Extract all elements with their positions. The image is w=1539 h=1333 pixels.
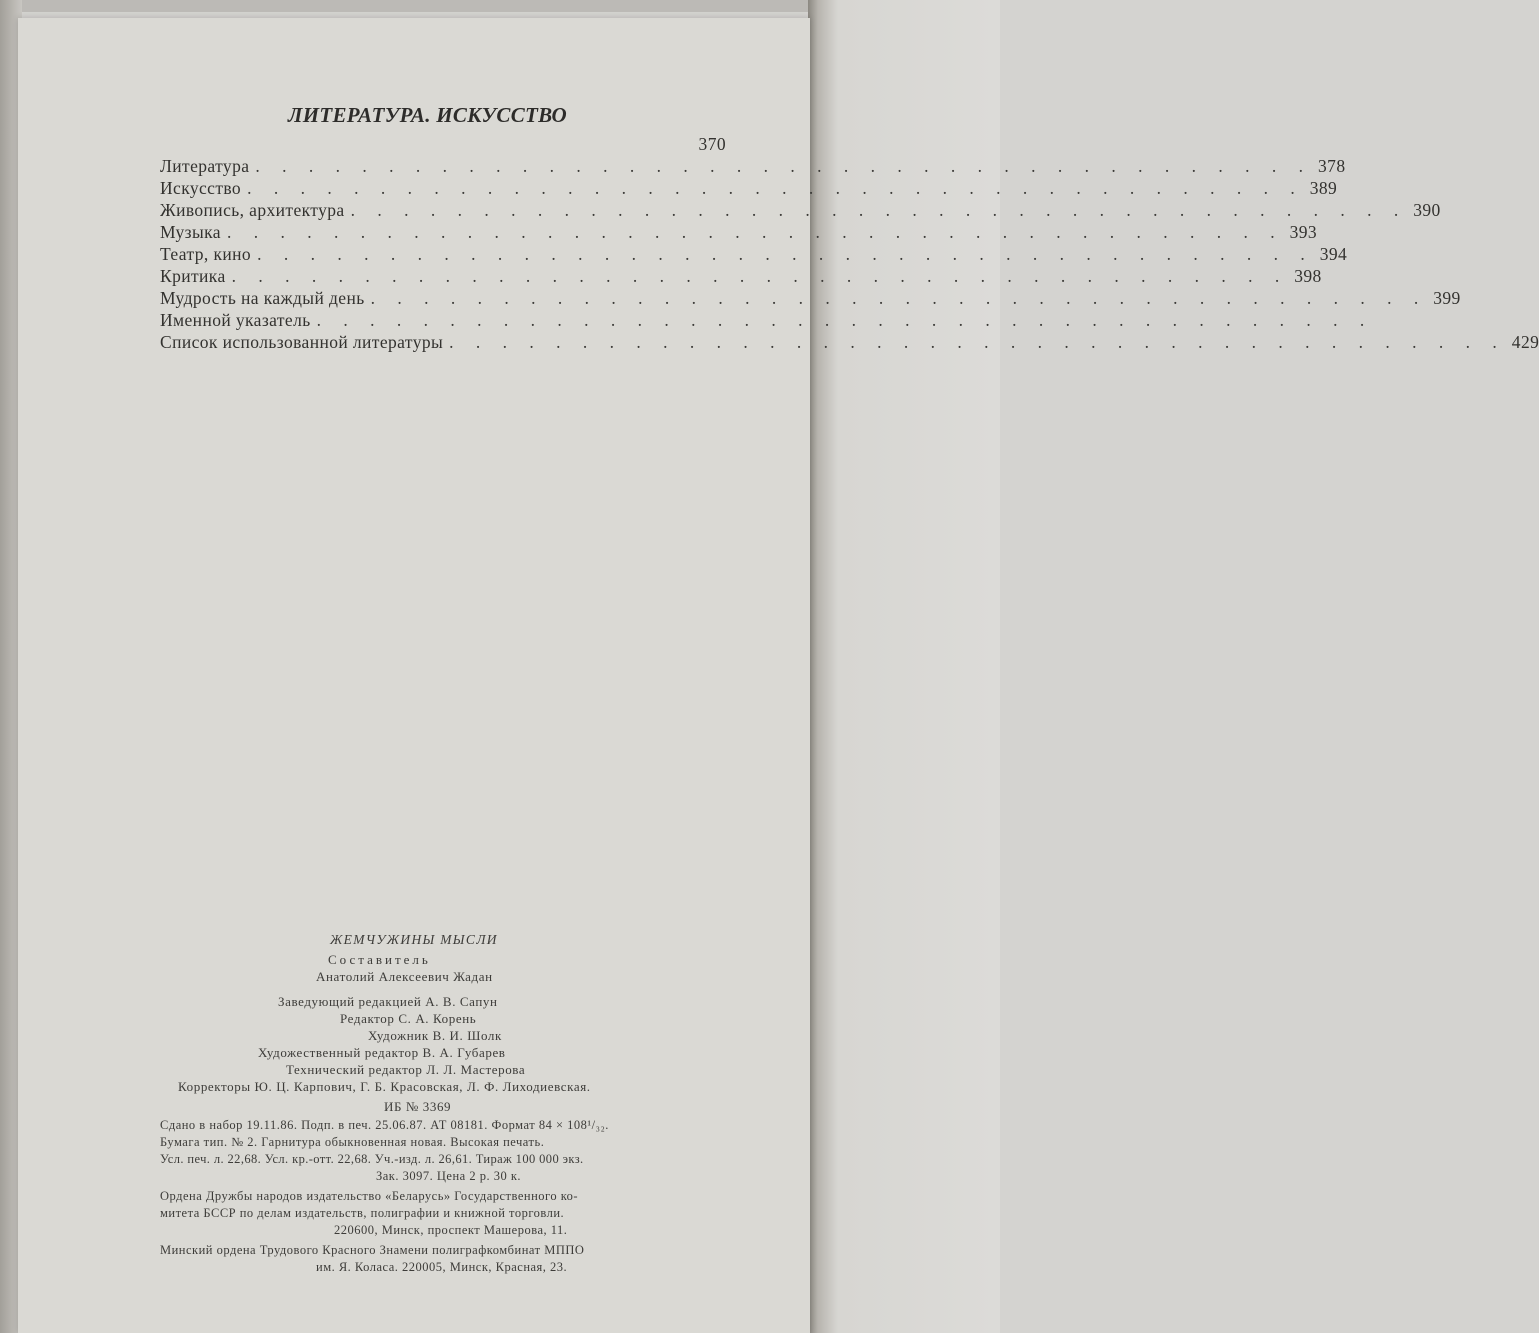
toc-entry-label: Искусство	[160, 178, 242, 198]
toc-leader-dots: . . . . . . . . . . . . . . . . . . . . . . . . . . . . . . . . . . . . . . . .	[231, 266, 1289, 286]
toc-entry	[160, 311, 726, 333]
toc-leader-dots: . . . . . . . . . . . . . . . . . . . . . . . . . . . . . . . . . . . . . . . .	[255, 156, 1313, 176]
publisher-line: 220600, Минск, проспект Машерова, 11.	[334, 1223, 568, 1237]
toc-entry-label: Критика	[160, 266, 226, 286]
toc-entry-label: Именной указатель	[160, 310, 311, 330]
toc-entry-label: Литература	[160, 156, 250, 176]
toc-entry-label: Мудрость на каждый день	[160, 288, 365, 308]
toc-section-heading: ЛИТЕРАТУРА. ИСКУССТВО	[288, 103, 567, 127]
tech-editor: Технический редактор Л. Л. Мастерова	[286, 1062, 526, 1077]
toc-leader-dots: . . . . . . . . . . . . . . . . . . . . . . . . . . . . . . . . . . . . . . . .	[257, 244, 1314, 264]
print-details-line: Бумага тип. № 2. Гарнитура обыкновенная новая. Высокая печать.	[160, 1135, 545, 1149]
toc-leader-dots: . . . . . . . . . . . . . . . . . . . . . . . . . . . . . . . . . . . . . . . .	[247, 178, 1304, 198]
toc-entry	[160, 243, 1348, 265]
toc-entry	[160, 265, 1322, 287]
toc-entry-page: 398	[1294, 266, 1322, 286]
head-of-editorial: Заведующий редакцией А. В. Сапун	[278, 994, 498, 1009]
toc-entry-label: Живопись, архитектура	[160, 200, 345, 220]
toc-entry	[160, 155, 1346, 177]
artist: Художник В. И. Шолк	[368, 1028, 502, 1043]
toc-entry-page: 393	[1289, 222, 1318, 242]
publisher-line: митета БССР по делам издательств, полиграфии и книжной торговли.	[160, 1206, 565, 1220]
printer-line: Минский ордена Трудового Красного Знамени полиграфкомбинат МППО	[160, 1243, 585, 1257]
toc-entry-page: 378	[1318, 156, 1346, 176]
toc-leader-dots: . . . . . . . . . . . . . . . . . . . . . . . . . . . . . . . . . . . . . . . .	[226, 222, 1284, 242]
art-editor: Художественный редактор В. А. Губарев	[258, 1045, 506, 1060]
toc-heading-page-line	[160, 133, 726, 155]
toc-leader-dots: . . . . . . . . . . . . . . . . . . . . . . . . . . . . . . . . . . . . . . . .	[449, 332, 1506, 352]
ib-number: ИБ № 3369	[384, 1099, 452, 1114]
toc-entry-page: 399	[1433, 288, 1461, 308]
toc-entry	[160, 287, 1461, 309]
toc-entry	[160, 177, 1338, 199]
editor: Редактор С. А. Корень	[340, 1011, 477, 1026]
print-details-line: Сдано в набор 19.11.86. Подп. в печ. 25.06.87. АТ 08181. Формат 84 × 108¹/₃₂.	[160, 1118, 609, 1132]
publisher-line: Ордена Дружбы народов издательство «Беларусь» Государственного ко-	[160, 1189, 579, 1203]
toc-leader-dots: . . . . . . . . . . . . . . . . . . . . . . . . . . . . . . . . . . . . . . . .	[370, 288, 1428, 308]
proofreaders: Корректоры Ю. Ц. Карпович, Г. Б. Красовская, Л. Ф. Лиходиевская.	[178, 1079, 591, 1094]
toc-leader-dots: . . . . . . . . . . . . . . . . . . . . . . . . . . . . . . . . . . . . . . . .	[350, 200, 1408, 220]
book-title: ЖЕМЧУЖИНЫ МЫСЛИ	[330, 932, 498, 947]
toc-entry	[160, 221, 1318, 243]
toc-entry	[160, 331, 1539, 353]
toc-entry-label: Список использованной литературы	[160, 332, 444, 352]
printer-line: им. Я. Коласа. 220005, Минск, Красная, 23.	[316, 1260, 568, 1274]
toc-entry	[160, 199, 1441, 221]
toc-entry-page: 389	[1309, 178, 1338, 198]
print-details-line: Усл. печ. л. 22,68. Усл. кр.-отт. 22,68. Уч.-изд. л. 26,61. Тираж 100 000 экз.	[160, 1152, 584, 1166]
print-details-line: Зак. 3097. Цена 2 р. 30 к.	[376, 1169, 522, 1183]
toc-entry-page: 390	[1413, 200, 1441, 220]
compiler-label: Составитель	[328, 952, 431, 967]
toc-entry-label: Театр, кино	[160, 244, 252, 264]
toc-entry-page: 429	[1511, 332, 1539, 352]
compiler-name: Анатолий Алексеевич Жадан	[316, 969, 493, 984]
toc-entry-label: Музыка	[160, 222, 221, 242]
toc-leader-dots: . . . . . . . . . . . . . . . . . . . . . . . . . . . . . . . . . . . . . . . .	[316, 310, 1374, 330]
toc-heading-page: 370	[698, 134, 726, 154]
toc-entry-page: 394	[1319, 244, 1348, 264]
